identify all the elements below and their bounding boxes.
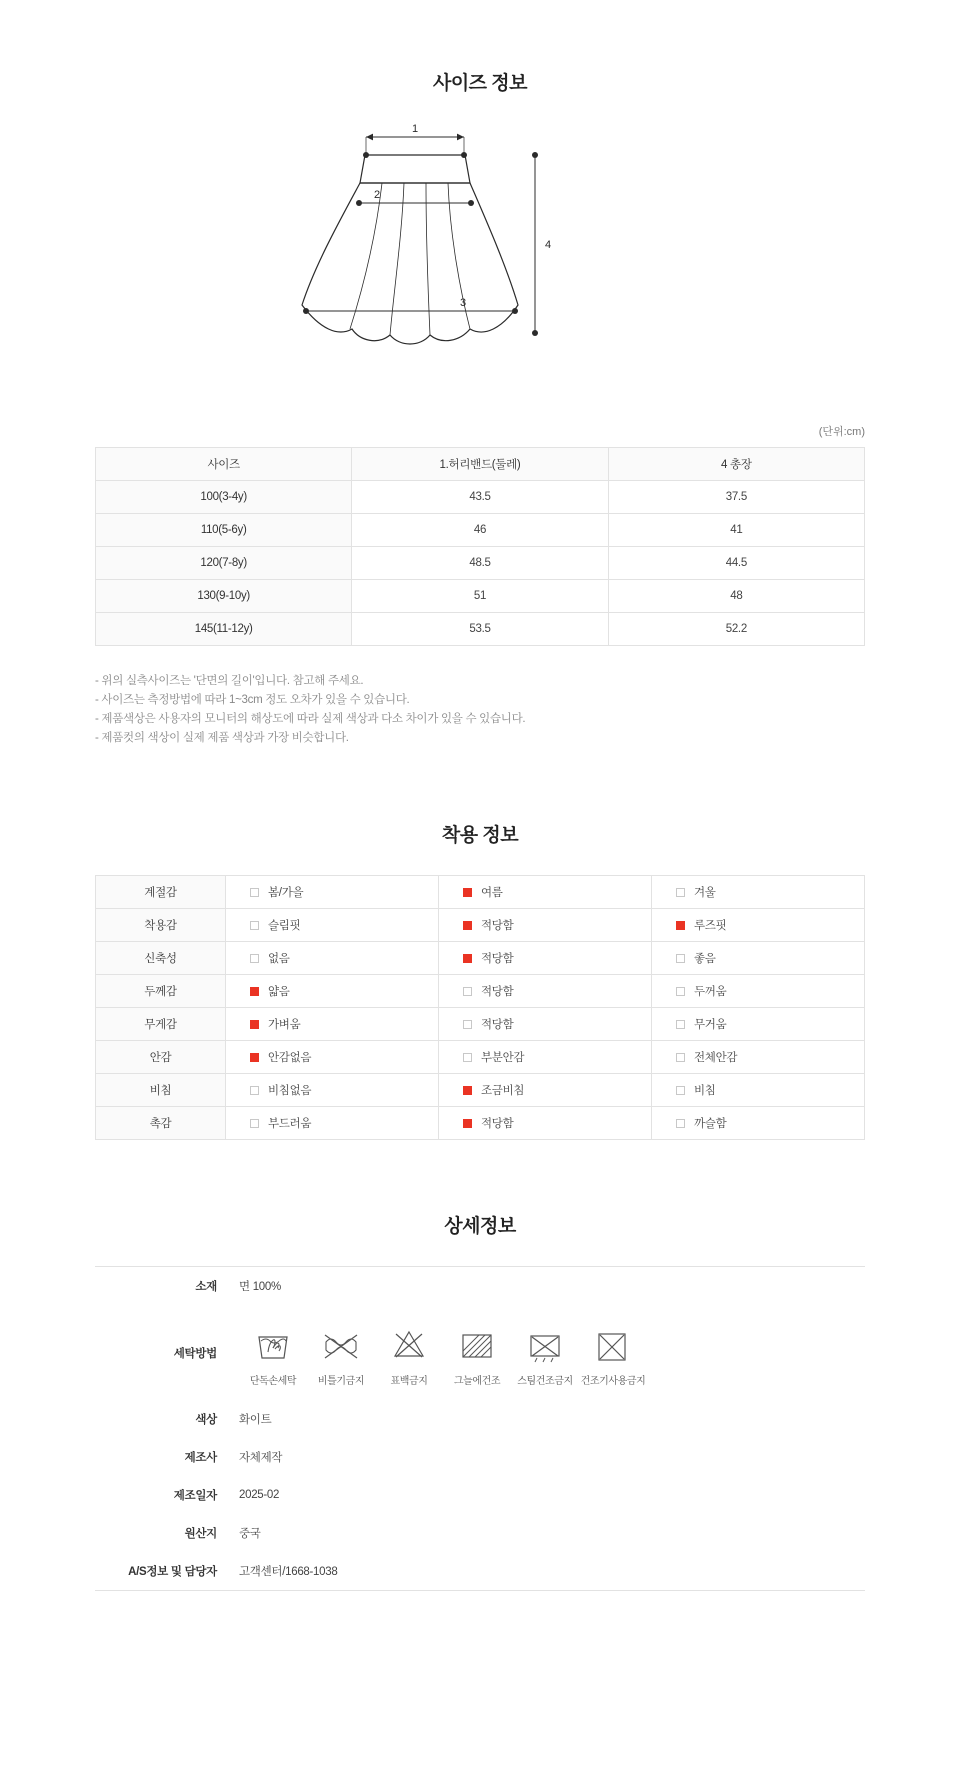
- size-cell-length: 41: [608, 513, 864, 546]
- table-row: [96, 908, 865, 941]
- wear-option: [226, 1073, 439, 1106]
- wear-info-table: [95, 875, 865, 1140]
- wash-symbol-no-tumble-dry: [579, 1322, 647, 1387]
- no-steam-icon: [511, 1322, 579, 1368]
- hand-wash-icon: [239, 1322, 307, 1368]
- wear-option-label: 전체안감: [694, 1051, 738, 1064]
- wash-symbol-hand-wash: [239, 1322, 307, 1387]
- checkbox-on-icon: [250, 1053, 259, 1062]
- checkbox-on-icon: [250, 987, 259, 996]
- wear-option: [226, 1040, 439, 1073]
- detail-value-manufacture-date: 2025-02: [239, 1489, 280, 1502]
- wear-option-label: 봄/가을: [268, 886, 304, 899]
- size-cell-name: 100(3-4y): [96, 480, 352, 513]
- wear-option: [439, 875, 652, 908]
- size-cell-waist: 43.5: [352, 480, 608, 513]
- wash-caption: 그늘에건조: [453, 1376, 501, 1388]
- detail-label-origin: 원산지: [184, 1528, 217, 1541]
- table-row: [96, 1106, 865, 1139]
- wear-option-label: 무거움: [694, 1018, 727, 1031]
- wear-option-label: 가벼움: [268, 1018, 301, 1031]
- detail-label-manufacturer: 제조사: [184, 1452, 217, 1465]
- wear-option: [652, 875, 865, 908]
- diagram-label-1: 1: [411, 122, 419, 135]
- wear-option-label: 비침: [694, 1084, 716, 1097]
- detail-value-wash: [235, 1305, 865, 1400]
- wear-option-label: 부드러움: [268, 1117, 312, 1130]
- table-row: [95, 1267, 865, 1306]
- detail-label-material: 소재: [195, 1281, 217, 1294]
- wear-row-label: 비침: [96, 1073, 226, 1106]
- wear-option-label: 없음: [268, 952, 290, 965]
- shade-dry-icon: [443, 1322, 511, 1368]
- wear-option-label: 비침없음: [268, 1084, 312, 1097]
- table-row: [96, 974, 865, 1007]
- size-cell-name: 130(9-10y): [96, 579, 352, 612]
- wash-symbol-no-bleach: [375, 1322, 443, 1387]
- checkbox-on-icon: [676, 921, 685, 930]
- size-notes: [0, 646, 960, 748]
- checkbox-on-icon: [250, 1020, 259, 1029]
- wear-option-label: 슬림핏: [268, 919, 301, 932]
- detail-info-table: [95, 1266, 865, 1591]
- diagram-label-3: 3: [459, 296, 467, 309]
- wear-option-label: 적당함: [481, 919, 514, 932]
- size-cell-waist: 51: [352, 579, 608, 612]
- detail-section-title: 상세정보: [444, 1216, 516, 1238]
- wash-caption: 스팀건조금지: [517, 1376, 573, 1388]
- table-row: [96, 546, 865, 579]
- wear-option: [652, 1040, 865, 1073]
- size-section-title: 사이즈 정보: [432, 72, 528, 94]
- size-cell-waist: 53.5: [352, 612, 608, 645]
- wear-option: [652, 974, 865, 1007]
- wear-option-label: 겨울: [694, 886, 716, 899]
- wear-option: [652, 1106, 865, 1139]
- wear-option: [439, 1040, 652, 1073]
- detail-value-color: 화이트: [239, 1414, 272, 1427]
- table-row: [95, 1400, 865, 1438]
- diagram-label-4: 4: [544, 238, 552, 251]
- wear-section-title: 착용 정보: [441, 824, 519, 846]
- table-row: [96, 612, 865, 645]
- size-cell-name: 110(5-6y): [96, 513, 352, 546]
- wear-option-label: 두꺼움: [694, 985, 727, 998]
- checkbox-off-icon: [250, 1119, 259, 1128]
- product-detail-page: [0, 16, 960, 1702]
- wear-option-label: 적당함: [481, 985, 514, 998]
- wear-row-label: 두께감: [96, 974, 226, 1007]
- size-cell-length: 37.5: [608, 480, 864, 513]
- checkbox-off-icon: [250, 888, 259, 897]
- wear-row-label: 촉감: [96, 1106, 226, 1139]
- wear-option: [652, 1007, 865, 1040]
- wash-caption: 표백금지: [390, 1376, 428, 1388]
- wear-option: [439, 1106, 652, 1139]
- detail-table-wrap: [0, 1266, 960, 1591]
- checkbox-off-icon: [463, 987, 472, 996]
- checkbox-off-icon: [676, 1086, 685, 1095]
- checkbox-off-icon: [676, 987, 685, 996]
- detail-value-material: 면 100%: [239, 1281, 281, 1294]
- checkbox-off-icon: [250, 1086, 259, 1095]
- wear-option-label: 적당함: [481, 952, 514, 965]
- detail-value-origin: 중국: [239, 1528, 261, 1541]
- checkbox-off-icon: [250, 921, 259, 930]
- wear-option-label: 조금비침: [481, 1084, 525, 1097]
- table-row: [96, 480, 865, 513]
- wear-option-label: 안감없음: [268, 1051, 312, 1064]
- wear-row-label: 신축성: [96, 941, 226, 974]
- wash-caption: 단독손세탁: [249, 1376, 297, 1388]
- wear-option: [439, 974, 652, 1007]
- wear-option: [439, 1073, 652, 1106]
- checkbox-off-icon: [676, 888, 685, 897]
- size-cell-length: 52.2: [608, 612, 864, 645]
- detail-label-as-info: A/S정보 및 담당자: [128, 1566, 217, 1579]
- wear-option: [439, 941, 652, 974]
- wear-option: [652, 941, 865, 974]
- size-note-line: - 제품색상은 사용자의 모니터의 해상도에 따라 실제 색상과 다소 차이가 있을 수 있습니다.: [95, 712, 526, 725]
- wear-option: [226, 1106, 439, 1139]
- table-row: [95, 1552, 865, 1591]
- no-bleach-icon: [375, 1322, 443, 1368]
- no-tumble-dry-icon: [579, 1322, 647, 1368]
- size-table-header-cell: 4 총장: [608, 447, 864, 480]
- wash-symbol-no-steam: [511, 1322, 579, 1387]
- checkbox-off-icon: [676, 1053, 685, 1062]
- checkbox-off-icon: [463, 1020, 472, 1029]
- wear-option-label: 까슬함: [694, 1117, 727, 1130]
- wear-option-label: 루즈핏: [694, 919, 727, 932]
- wash-caption: 건조기사용금지: [580, 1376, 646, 1388]
- wear-row-label: 안감: [96, 1040, 226, 1073]
- checkbox-off-icon: [676, 1119, 685, 1128]
- table-row: [96, 875, 865, 908]
- wear-option: [226, 1007, 439, 1040]
- wash-icon-row: [239, 1316, 865, 1389]
- wear-row-label: 착용감: [96, 908, 226, 941]
- table-row: [96, 513, 865, 546]
- checkbox-on-icon: [463, 921, 472, 930]
- wear-option: [439, 1007, 652, 1040]
- size-table-header-row: [96, 447, 865, 480]
- bottom-spacer: [0, 1591, 960, 1701]
- wear-option: [226, 908, 439, 941]
- no-wring-icon: [307, 1322, 375, 1368]
- size-cell-name: 145(11-12y): [96, 612, 352, 645]
- detail-value-as-info: 고객센터/1668-1038: [239, 1566, 338, 1579]
- size-table-wrap: [0, 447, 960, 646]
- table-row: [95, 1514, 865, 1552]
- detail-label-color: 색상: [195, 1414, 217, 1427]
- size-table: [95, 447, 865, 646]
- size-cell-waist: 48.5: [352, 546, 608, 579]
- table-row: [96, 579, 865, 612]
- table-row: [95, 1438, 865, 1476]
- checkbox-on-icon: [463, 1086, 472, 1095]
- wear-option: [652, 1073, 865, 1106]
- size-cell-length: 44.5: [608, 546, 864, 579]
- wash-symbol-no-wring: [307, 1322, 375, 1387]
- skirt-measurement-diagram: [0, 115, 960, 405]
- detail-label-manufacture-date: 제조일자: [173, 1490, 217, 1503]
- table-row: [96, 1073, 865, 1106]
- wear-row-label: 계절감: [96, 875, 226, 908]
- size-cell-name: 120(7-8y): [96, 546, 352, 579]
- wear-option-label: 적당함: [481, 1018, 514, 1031]
- checkbox-off-icon: [676, 954, 685, 963]
- wear-option: [226, 875, 439, 908]
- wear-option: [226, 941, 439, 974]
- wash-symbol-shade-dry: [443, 1322, 511, 1387]
- wear-option-label: 적당함: [481, 1117, 514, 1130]
- wear-option-label: 좋음: [694, 952, 716, 965]
- table-row: [95, 1476, 865, 1514]
- wear-option: [652, 908, 865, 941]
- size-note-line: - 사이즈는 측정방법에 따라 1~3cm 정도 오차가 있을 수 있습니다.: [95, 693, 410, 706]
- detail-label-wash: 세탁방법: [173, 1347, 217, 1360]
- checkbox-on-icon: [463, 954, 472, 963]
- table-row: [95, 1305, 865, 1400]
- wear-option-label: 얇음: [268, 985, 290, 998]
- checkbox-off-icon: [463, 1053, 472, 1062]
- checkbox-on-icon: [463, 1119, 472, 1128]
- size-note-line: - 제품컷의 색상이 실제 제품 색상과 가장 비슷합니다.: [95, 731, 349, 744]
- checkbox-off-icon: [676, 1020, 685, 1029]
- size-table-header-cell: 사이즈: [96, 447, 352, 480]
- size-cell-waist: 46: [352, 513, 608, 546]
- diagram-label-2: 2: [373, 188, 381, 201]
- wear-row-label: 무게감: [96, 1007, 226, 1040]
- size-table-header-cell: 1.허리밴드(둘레): [352, 447, 608, 480]
- skirt-diagram-svg: [280, 115, 680, 385]
- table-row: [96, 1040, 865, 1073]
- size-note-line: - 위의 실측사이즈는 '단면의 길이'입니다. 참고해 주세요.: [95, 674, 364, 687]
- size-cell-length: 48: [608, 579, 864, 612]
- table-row: [96, 941, 865, 974]
- wear-option-label: 여름: [481, 886, 503, 899]
- wear-option-label: 부분안감: [481, 1051, 525, 1064]
- checkbox-off-icon: [250, 954, 259, 963]
- detail-value-manufacturer: 자체제작: [239, 1452, 283, 1465]
- wear-option: [439, 908, 652, 941]
- unit-note: (단위:cm): [818, 425, 865, 438]
- checkbox-on-icon: [463, 888, 472, 897]
- wash-caption: 비틀기금지: [317, 1376, 365, 1388]
- wear-table-wrap: [0, 875, 960, 1140]
- wear-option: [226, 974, 439, 1007]
- table-row: [96, 1007, 865, 1040]
